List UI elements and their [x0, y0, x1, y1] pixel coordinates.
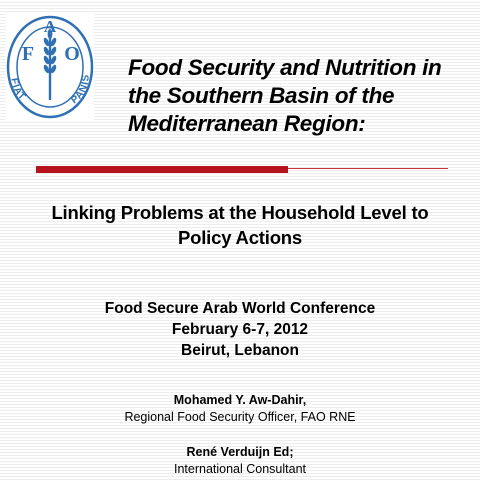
- author-block: [0, 444, 480, 478]
- title-line: Mediterranean Region:: [128, 111, 366, 136]
- conference-name: Food Secure Arab World Conference: [104, 300, 376, 317]
- title-line: Food Security and Nutrition in: [128, 55, 442, 80]
- fao-logo: [6, 14, 94, 120]
- conference-location: Beirut, Lebanon: [181, 342, 299, 359]
- logo-motto-right: PANIS: [69, 73, 92, 107]
- slide-subtitle: [0, 200, 480, 250]
- conference-info: [0, 298, 480, 361]
- logo-motto-left: FIAT: [8, 77, 28, 104]
- author-name: Mohamed Y. Aw-Dahir,: [173, 393, 307, 407]
- logo-letter-f: F: [21, 43, 35, 65]
- author-role: Regional Food Security Officer, FAO RNE: [124, 410, 356, 424]
- author-name: René Verduijn Ed;: [186, 445, 294, 459]
- title-line: the Southern Basin of the: [128, 83, 395, 108]
- author-role: International Consultant: [173, 462, 307, 476]
- subtitle-line: Linking Problems at the Household Level to: [51, 202, 429, 223]
- slide-title: [128, 54, 473, 138]
- author-block: [0, 392, 480, 426]
- logo-letter-a: A: [43, 17, 57, 36]
- logo-letter-o: O: [64, 43, 80, 65]
- conference-dates: February 6-7, 2012: [171, 321, 309, 338]
- divider-accent: [36, 166, 288, 173]
- subtitle-line: Policy Actions: [178, 227, 302, 248]
